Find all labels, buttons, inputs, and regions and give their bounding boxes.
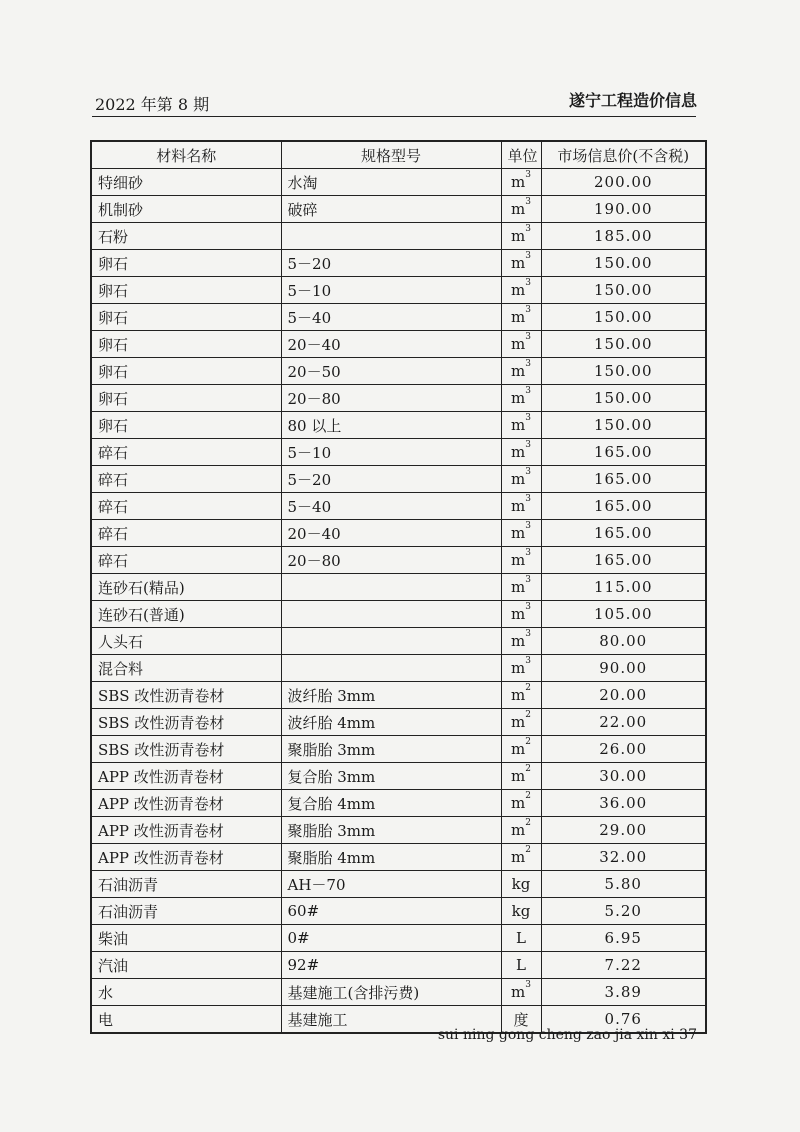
price-cell: 165.00 — [541, 466, 706, 493]
spec-cell: 5－40 — [281, 304, 501, 331]
unit-cell — [501, 358, 541, 385]
material-name-cell: 石油沥青 — [91, 898, 281, 925]
price-cell: 150.00 — [541, 277, 706, 304]
spec-cell: 5－20 — [281, 466, 501, 493]
material-name-cell: 混合料 — [91, 655, 281, 682]
table-row — [91, 952, 706, 979]
price-cell: 80.00 — [541, 628, 706, 655]
spec-cell: 基建施工 — [281, 1006, 501, 1034]
unit-text: m — [511, 335, 526, 353]
unit-exponent: 2 — [525, 737, 531, 747]
table-row — [91, 520, 706, 547]
table-row — [91, 169, 706, 196]
material-name-cell: APP 改性沥青卷材 — [91, 817, 281, 844]
price-cell: 36.00 — [541, 790, 706, 817]
unit-cell — [501, 196, 541, 223]
unit-text: m — [511, 254, 526, 272]
material-name-cell: 电 — [91, 1006, 281, 1034]
unit-cell — [501, 331, 541, 358]
table-row — [91, 466, 706, 493]
unit-exponent: 3 — [525, 386, 531, 396]
material-name-cell: 碎石 — [91, 439, 281, 466]
table-row — [91, 628, 706, 655]
table-row — [91, 547, 706, 574]
unit-text: m — [511, 443, 526, 461]
unit-exponent: 3 — [525, 602, 531, 612]
unit-cell — [501, 763, 541, 790]
price-cell: 165.00 — [541, 547, 706, 574]
unit-text: m — [511, 821, 526, 839]
material-name-cell: APP 改性沥青卷材 — [91, 844, 281, 871]
unit-text: 度 — [513, 1010, 529, 1029]
price-cell: 20.00 — [541, 682, 706, 709]
spec-cell: 聚脂胎 4mm — [281, 844, 501, 871]
material-name-cell: 卵石 — [91, 250, 281, 277]
material-name-cell: 卵石 — [91, 331, 281, 358]
price-cell: 7.22 — [541, 952, 706, 979]
unit-text: m — [511, 605, 526, 623]
price-cell: 0.76 — [541, 1006, 706, 1034]
unit-exponent: 3 — [525, 170, 531, 180]
spec-cell: 聚脂胎 3mm — [281, 736, 501, 763]
price-cell: 105.00 — [541, 601, 706, 628]
price-cell: 165.00 — [541, 520, 706, 547]
material-name-cell: 卵石 — [91, 304, 281, 331]
material-name-cell: 碎石 — [91, 466, 281, 493]
material-name-cell: APP 改性沥青卷材 — [91, 763, 281, 790]
unit-exponent: 3 — [525, 332, 531, 342]
unit-text: m — [511, 632, 526, 650]
spec-cell: 20－50 — [281, 358, 501, 385]
table-row — [91, 223, 706, 250]
unit-cell — [501, 871, 541, 898]
table-row — [91, 898, 706, 925]
unit-text: m — [511, 389, 526, 407]
unit-text: m — [511, 200, 526, 218]
material-name-cell: SBS 改性沥青卷材 — [91, 736, 281, 763]
price-cell: 30.00 — [541, 763, 706, 790]
unit-text: m — [511, 713, 526, 731]
unit-text: kg — [511, 902, 531, 920]
unit-text: m — [511, 578, 526, 596]
spec-cell: 20－80 — [281, 385, 501, 412]
price-table-container — [90, 140, 705, 1029]
unit-cell — [501, 655, 541, 682]
spec-cell: 20－40 — [281, 520, 501, 547]
table-row — [91, 763, 706, 790]
material-name-cell: 汽油 — [91, 952, 281, 979]
unit-text: m — [511, 227, 526, 245]
unit-text: L — [516, 956, 526, 974]
material-name-cell: 碎石 — [91, 493, 281, 520]
unit-text: kg — [511, 875, 531, 893]
table-row — [91, 493, 706, 520]
price-cell: 190.00 — [541, 196, 706, 223]
material-name-cell: 水 — [91, 979, 281, 1006]
unit-cell — [501, 547, 541, 574]
material-name-cell: 卵石 — [91, 385, 281, 412]
table-row — [91, 925, 706, 952]
unit-exponent: 3 — [525, 224, 531, 234]
column-header-unit: 单位 — [501, 141, 541, 169]
unit-text: m — [511, 551, 526, 569]
spec-cell: 5－20 — [281, 250, 501, 277]
unit-text: m — [511, 524, 526, 542]
spec-cell — [281, 655, 501, 682]
page-footer: sui ning gong cheng zao jia xin xi 37 — [437, 1027, 697, 1043]
material-name-cell: 卵石 — [91, 277, 281, 304]
table-row — [91, 871, 706, 898]
spec-cell: 5－40 — [281, 493, 501, 520]
unit-text: m — [511, 740, 526, 758]
price-cell: 29.00 — [541, 817, 706, 844]
unit-cell — [501, 223, 541, 250]
unit-text: m — [511, 659, 526, 677]
unit-cell — [501, 817, 541, 844]
unit-exponent: 2 — [525, 683, 531, 693]
unit-exponent: 3 — [525, 251, 531, 261]
spec-cell: 60# — [281, 898, 501, 925]
unit-exponent: 3 — [525, 413, 531, 423]
material-name-cell: 人头石 — [91, 628, 281, 655]
price-cell: 150.00 — [541, 385, 706, 412]
price-cell: 185.00 — [541, 223, 706, 250]
unit-cell — [501, 952, 541, 979]
material-name-cell: APP 改性沥青卷材 — [91, 790, 281, 817]
unit-cell — [501, 574, 541, 601]
unit-text: m — [511, 686, 526, 704]
unit-cell — [501, 466, 541, 493]
unit-cell — [501, 979, 541, 1006]
spec-cell: 波纤胎 3mm — [281, 682, 501, 709]
unit-exponent: 3 — [525, 494, 531, 504]
table-row — [91, 574, 706, 601]
price-cell: 3.89 — [541, 979, 706, 1006]
unit-cell — [501, 277, 541, 304]
unit-cell — [501, 709, 541, 736]
price-cell: 6.95 — [541, 925, 706, 952]
table-row — [91, 655, 706, 682]
material-name-cell: 石粉 — [91, 223, 281, 250]
price-cell: 150.00 — [541, 250, 706, 277]
material-name-cell: 特细砂 — [91, 169, 281, 196]
unit-exponent: 3 — [525, 305, 531, 315]
spec-cell — [281, 223, 501, 250]
unit-cell — [501, 925, 541, 952]
spec-cell — [281, 601, 501, 628]
unit-cell — [501, 493, 541, 520]
unit-text: m — [511, 983, 526, 1001]
spec-cell — [281, 628, 501, 655]
column-header-spec: 规格型号 — [281, 141, 501, 169]
table-header-row — [91, 141, 706, 169]
column-header-name: 材料名称 — [91, 141, 281, 169]
unit-cell — [501, 898, 541, 925]
table-row — [91, 979, 706, 1006]
unit-cell — [501, 169, 541, 196]
spec-cell: 5－10 — [281, 277, 501, 304]
table-row — [91, 844, 706, 871]
spec-cell: 波纤胎 4mm — [281, 709, 501, 736]
table-row — [91, 817, 706, 844]
unit-cell — [501, 844, 541, 871]
table-row — [91, 412, 706, 439]
material-name-cell: 连砂石(精品) — [91, 574, 281, 601]
unit-text: m — [511, 308, 526, 326]
unit-exponent: 3 — [525, 467, 531, 477]
unit-exponent: 3 — [525, 548, 531, 558]
price-cell: 165.00 — [541, 439, 706, 466]
unit-exponent: 2 — [525, 845, 531, 855]
unit-text: m — [511, 794, 526, 812]
spec-cell: 92# — [281, 952, 501, 979]
price-cell: 150.00 — [541, 358, 706, 385]
spec-cell — [281, 574, 501, 601]
material-name-cell: SBS 改性沥青卷材 — [91, 682, 281, 709]
table-row — [91, 331, 706, 358]
unit-exponent: 3 — [525, 629, 531, 639]
price-cell: 150.00 — [541, 412, 706, 439]
spec-cell: 5－10 — [281, 439, 501, 466]
spec-cell: 聚脂胎 3mm — [281, 817, 501, 844]
unit-exponent: 3 — [525, 656, 531, 666]
spec-cell: 水淘 — [281, 169, 501, 196]
table-row — [91, 682, 706, 709]
unit-cell — [501, 601, 541, 628]
price-cell: 150.00 — [541, 304, 706, 331]
table-body — [91, 169, 706, 1034]
price-cell: 32.00 — [541, 844, 706, 871]
issue-label: 2022 年第 8 期 — [95, 95, 210, 114]
unit-cell — [501, 412, 541, 439]
unit-exponent: 2 — [525, 818, 531, 828]
spec-cell: 80 以上 — [281, 412, 501, 439]
material-name-cell: 碎石 — [91, 547, 281, 574]
price-cell: 90.00 — [541, 655, 706, 682]
material-name-cell: 机制砂 — [91, 196, 281, 223]
unit-text: m — [511, 416, 526, 434]
unit-text: m — [511, 281, 526, 299]
header-divider — [92, 116, 696, 117]
unit-exponent: 3 — [525, 359, 531, 369]
unit-cell — [501, 385, 541, 412]
unit-text: m — [511, 848, 526, 866]
price-cell: 26.00 — [541, 736, 706, 763]
table-row — [91, 196, 706, 223]
unit-cell — [501, 790, 541, 817]
material-name-cell: 卵石 — [91, 358, 281, 385]
unit-exponent: 3 — [525, 575, 531, 585]
unit-exponent: 2 — [525, 764, 531, 774]
unit-cell — [501, 628, 541, 655]
unit-text: m — [511, 362, 526, 380]
unit-cell — [501, 304, 541, 331]
table-row — [91, 385, 706, 412]
unit-cell — [501, 250, 541, 277]
price-cell: 165.00 — [541, 493, 706, 520]
table-row — [91, 277, 706, 304]
unit-exponent: 3 — [525, 278, 531, 288]
unit-text: m — [511, 470, 526, 488]
table-row — [91, 358, 706, 385]
spec-cell: 20－40 — [281, 331, 501, 358]
material-name-cell: SBS 改性沥青卷材 — [91, 709, 281, 736]
unit-exponent: 3 — [525, 521, 531, 531]
column-header-price: 市场信息价(不含税) — [541, 141, 706, 169]
spec-cell: AH－70 — [281, 871, 501, 898]
table-row — [91, 736, 706, 763]
material-name-cell: 柴油 — [91, 925, 281, 952]
price-cell: 22.00 — [541, 709, 706, 736]
publication-title: 遂宁工程造价信息 — [568, 91, 697, 110]
table-row — [91, 709, 706, 736]
unit-exponent: 3 — [525, 980, 531, 990]
unit-exponent: 3 — [525, 197, 531, 207]
material-name-cell: 碎石 — [91, 520, 281, 547]
spec-cell: 复合胎 3mm — [281, 763, 501, 790]
unit-exponent: 2 — [525, 710, 531, 720]
price-cell: 5.80 — [541, 871, 706, 898]
price-cell: 5.20 — [541, 898, 706, 925]
table-row — [91, 250, 706, 277]
unit-cell — [501, 736, 541, 763]
unit-cell — [501, 439, 541, 466]
unit-text: m — [511, 173, 526, 191]
unit-cell — [501, 520, 541, 547]
unit-exponent: 2 — [525, 791, 531, 801]
unit-text: m — [511, 497, 526, 515]
spec-cell: 20－80 — [281, 547, 501, 574]
spec-cell: 复合胎 4mm — [281, 790, 501, 817]
price-cell: 115.00 — [541, 574, 706, 601]
price-cell: 150.00 — [541, 331, 706, 358]
material-name-cell: 连砂石(普通) — [91, 601, 281, 628]
unit-exponent: 3 — [525, 440, 531, 450]
table-row — [91, 304, 706, 331]
unit-cell — [501, 682, 541, 709]
price-table — [90, 140, 707, 1034]
price-cell: 200.00 — [541, 169, 706, 196]
spec-cell: 0# — [281, 925, 501, 952]
material-name-cell: 石油沥青 — [91, 871, 281, 898]
table-row — [91, 439, 706, 466]
material-name-cell: 卵石 — [91, 412, 281, 439]
unit-text: m — [511, 767, 526, 785]
spec-cell: 基建施工(含排污费) — [281, 979, 501, 1006]
table-row — [91, 601, 706, 628]
table-row — [91, 790, 706, 817]
unit-text: L — [516, 929, 526, 947]
spec-cell: 破碎 — [281, 196, 501, 223]
